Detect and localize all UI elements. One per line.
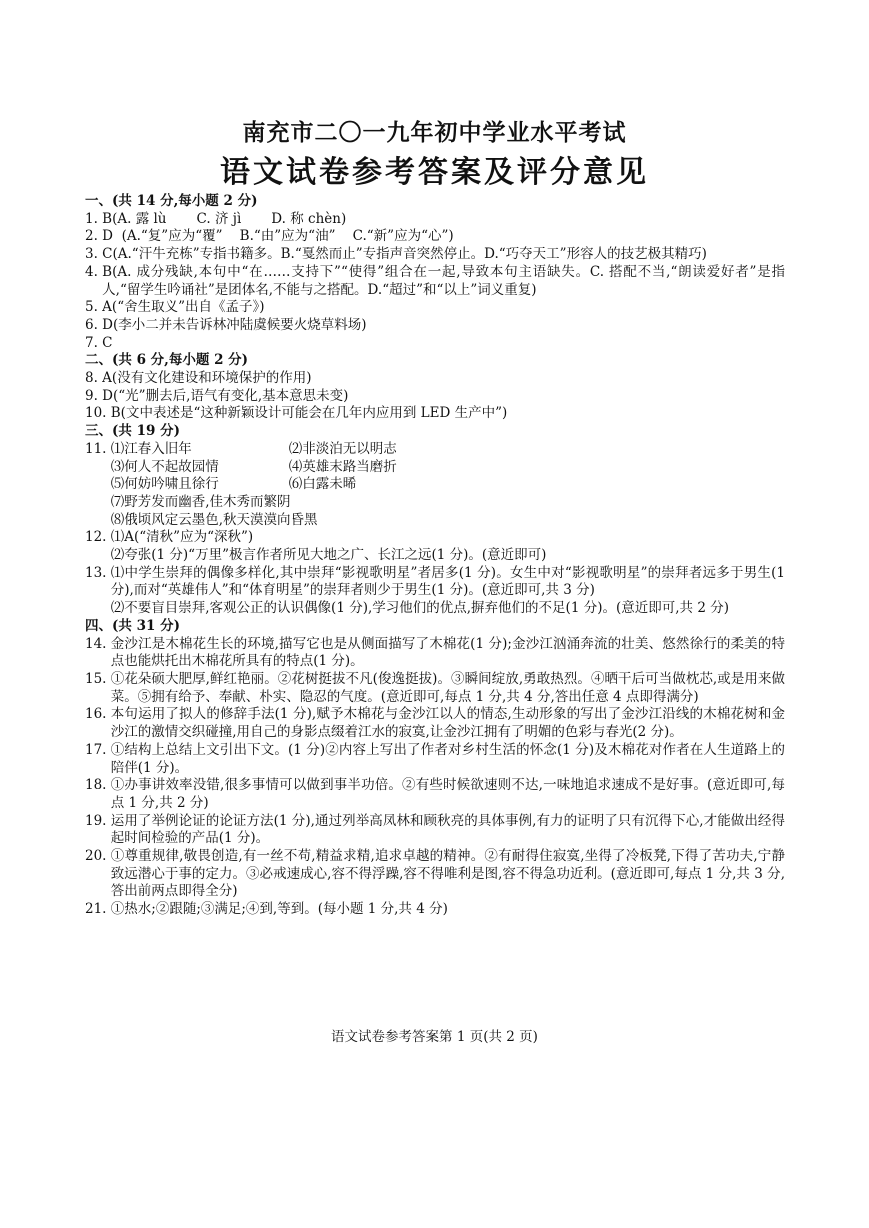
answer-item-2 xyxy=(85,228,785,246)
item-number: 13. xyxy=(85,564,111,581)
page-footer: 语文试卷参考答案第 1 页(共 2 页) xyxy=(331,1029,538,1045)
item-number: 4. xyxy=(85,263,103,280)
sub-answer: ⑶何人不起故园情 xyxy=(110,458,219,475)
item-number: 2. xyxy=(85,228,103,245)
answer-item-5 xyxy=(85,299,785,317)
item-text: ①结构上总结上文引出下文。(1 分)②内容上写出了作者对乡村生活的怀念(1 分)及木棉花对作者在人生道路上的陪伴(1 分)。 xyxy=(110,741,785,776)
item-text: B(文中表述是“这种新颖设计可能会在几年内应用到 LED 生产中”) xyxy=(110,405,508,422)
item-number: 10. xyxy=(85,405,111,422)
answer-item-16 xyxy=(85,706,785,741)
item-text: A(“舍生取义”出自《孟子》) xyxy=(102,299,265,316)
answer-content xyxy=(85,193,785,919)
item-text: ①花朵硕大肥厚,鲜红艳丽。②花树挺拔不凡(俊逸挺拔)。③瞬间绽放,勇敢热烈。④晒干后可当做枕芯,或是用来做菜。⑤拥有给予、奉献、朴实、隐忍的气度。(意近即可,每点 1 分,共 4 分,答出任意 4 点即得满分) xyxy=(110,670,785,705)
answer-item-11 xyxy=(85,441,785,530)
answer-item-15 xyxy=(85,671,785,706)
sub-answer: ⑺野芳发而幽香,佳木秀而繁阴 xyxy=(110,493,291,510)
answer-item-3 xyxy=(85,246,785,264)
item-number: 18. xyxy=(85,777,111,794)
answer-item-17 xyxy=(85,742,785,777)
section-heading-4: 四、(共 31 分) xyxy=(85,617,180,634)
item-number: 16. xyxy=(85,706,111,723)
item-text: A(没有文化建设和环境保护的作用) xyxy=(102,370,312,387)
item-number: 20. xyxy=(85,848,111,865)
poem-answer-grid xyxy=(111,441,785,494)
sub-answer: ⑹白露未晞 xyxy=(288,476,357,493)
answer-item-13 xyxy=(85,565,785,618)
item-text: B(A. 成分残缺,本句中“在……支持下”“使得”组合在一起,导致本句主语缺失。C. 搭配不当,“朗读爱好者”是指人,“留学生吟诵社”是团体名,不能与之搭配。D.“超过”和“以上”词义重复) xyxy=(102,263,785,298)
item-number: 3. xyxy=(85,246,103,263)
answer-item-19 xyxy=(85,813,785,848)
answer-item-7 xyxy=(85,335,785,353)
answer-item-6 xyxy=(85,317,785,335)
sub-answer: ⑵非淡泊无以明志 xyxy=(288,440,397,457)
item-text: C(A.“汗牛充栋”专指书籍多。B.“戛然而止”专指声音突然停止。D.“巧夺天工”形容人的技艺极其精巧) xyxy=(102,246,707,263)
sub-answer: ⑴中学生崇拜的偶像多样化,其中崇拜“影视歌明星”者居多(1 分)。女生中对“影视歌明星”的崇拜者远多于男生(1 分),而对“英雄伟人”和“体育明星”的崇拜者则少于男生(1 分)。(意近即可,共 3 分) xyxy=(110,564,785,599)
answer-item-8 xyxy=(85,370,785,388)
item-text: B(A. 露 lù C. 济 jì D. 称 chèn) xyxy=(102,210,347,227)
item-number: 8. xyxy=(85,370,103,387)
exam-title: 南充市二〇一九年初中学业水平考试 xyxy=(242,119,627,146)
item-number: 21. xyxy=(85,901,111,918)
item-text: D (A.“复”应为“覆” B.“由”应为“油” C.“新”应为“心”) xyxy=(102,228,454,245)
item-number: 6. xyxy=(85,316,103,333)
answer-item-14 xyxy=(85,636,785,671)
section-heading-2: 二、(共 6 分,每小题 2 分) xyxy=(85,352,249,369)
answer-item-9 xyxy=(85,388,785,406)
answer-item-20 xyxy=(85,848,785,901)
item-body xyxy=(111,565,785,618)
item-number: 7. xyxy=(85,334,103,351)
item-text: 本句运用了拟人的修辞手法(1 分),赋予木棉花与金沙江以人的情态,生动形象的写出了金沙江沿线的木棉花树和金沙江的激情交织碰撞,用自己的身影点缀着江水的寂寞,让金沙江拥有了明媚的色彩与春光(2 分)。 xyxy=(110,706,785,741)
item-text: D(“光”删去后,语气有变化,基本意思未变) xyxy=(102,387,349,404)
item-body xyxy=(111,529,785,564)
sub-answer: ⑸何妨吟啸且徐行 xyxy=(110,476,219,493)
item-number: 19. xyxy=(85,812,111,829)
section-heading-3: 三、(共 19 分) xyxy=(85,423,180,440)
sub-answer: ⑻俄顷风定云墨色,秋天漠漠向昏黑 xyxy=(110,511,318,528)
title-block xyxy=(0,118,869,194)
section-heading-1: 一、(共 14 分,每小题 2 分) xyxy=(85,193,258,209)
answer-item-18 xyxy=(85,777,785,812)
item-text: D(李小二并未告诉林冲陆虞候要火烧草料场) xyxy=(102,316,367,333)
item-text: ①尊重规律,敬畏创造,有一丝不苟,精益求精,追求卓越的精神。②有耐得住寂寞,坐得了冷板凳,下得了苦功夫,宁静致远潜心于事的定力。③必戒速成心,容不得浮躁,容不得唯利是图,容不得急功近利。(意近即可,每点 1 分,共 3 分,答出前两点即得全分) xyxy=(110,848,785,900)
item-body xyxy=(111,441,785,530)
sub-answer: ⑵夸张(1 分)“万里”极言作者所见大地之广、长江之远(1 分)。(意近即可) xyxy=(110,547,547,564)
item-number: 15. xyxy=(85,670,111,687)
item-text: 金沙江是木棉花生长的环境,描写它也是从侧面描写了木棉花(1 分);金沙江汹涌奔流的壮美、悠然徐行的柔美的特点也能烘托出木棉花所具有的特点(1 分)。 xyxy=(110,635,785,670)
item-number: 1. xyxy=(85,210,103,227)
item-text: C xyxy=(102,334,113,351)
sub-answer: ⑵不要盲目崇拜,客观公正的认识偶像(1 分),学习他们的优点,摒弃他们的不足(1 分)。(意近即可,共 2 分) xyxy=(110,600,729,617)
item-text: ①热水;②跟随;③满足;④到,等到。(每小题 1 分,共 4 分) xyxy=(110,901,448,918)
sub-answer: ⑷英雄末路当磨折 xyxy=(288,458,397,475)
item-number: 14. xyxy=(85,635,111,652)
item-text: ①办事讲效率没错,很多事情可以做到事半功倍。②有些时候欲速则不达,一味地追求速成不是好事。(意近即可,每点 1 分,共 2 分) xyxy=(110,777,785,811)
item-number: 5. xyxy=(85,299,103,316)
answer-item-1 xyxy=(85,211,785,229)
document-title: 语文试卷参考答案及评分意见 xyxy=(220,155,649,190)
item-number: 12. xyxy=(85,529,111,546)
sub-answer: ⑴江春入旧年 xyxy=(110,440,192,457)
item-text: 运用了举例论证的论证方法(1 分),通过列举高凤林和顾秋亮的具体事例,有力的证明了只有沉得下心,才能做出经得起时间检验的产品(1 分)。 xyxy=(110,812,785,847)
answer-item-10 xyxy=(85,405,785,423)
answer-item-4 xyxy=(85,264,785,299)
answer-item-12 xyxy=(85,529,785,564)
item-number: 11. xyxy=(85,440,111,457)
sub-answer: ⑴A(“清秋”应为“深秋”) xyxy=(110,529,254,546)
item-number: 9. xyxy=(85,387,103,404)
item-number: 17. xyxy=(85,741,111,758)
answer-item-21 xyxy=(85,901,785,919)
